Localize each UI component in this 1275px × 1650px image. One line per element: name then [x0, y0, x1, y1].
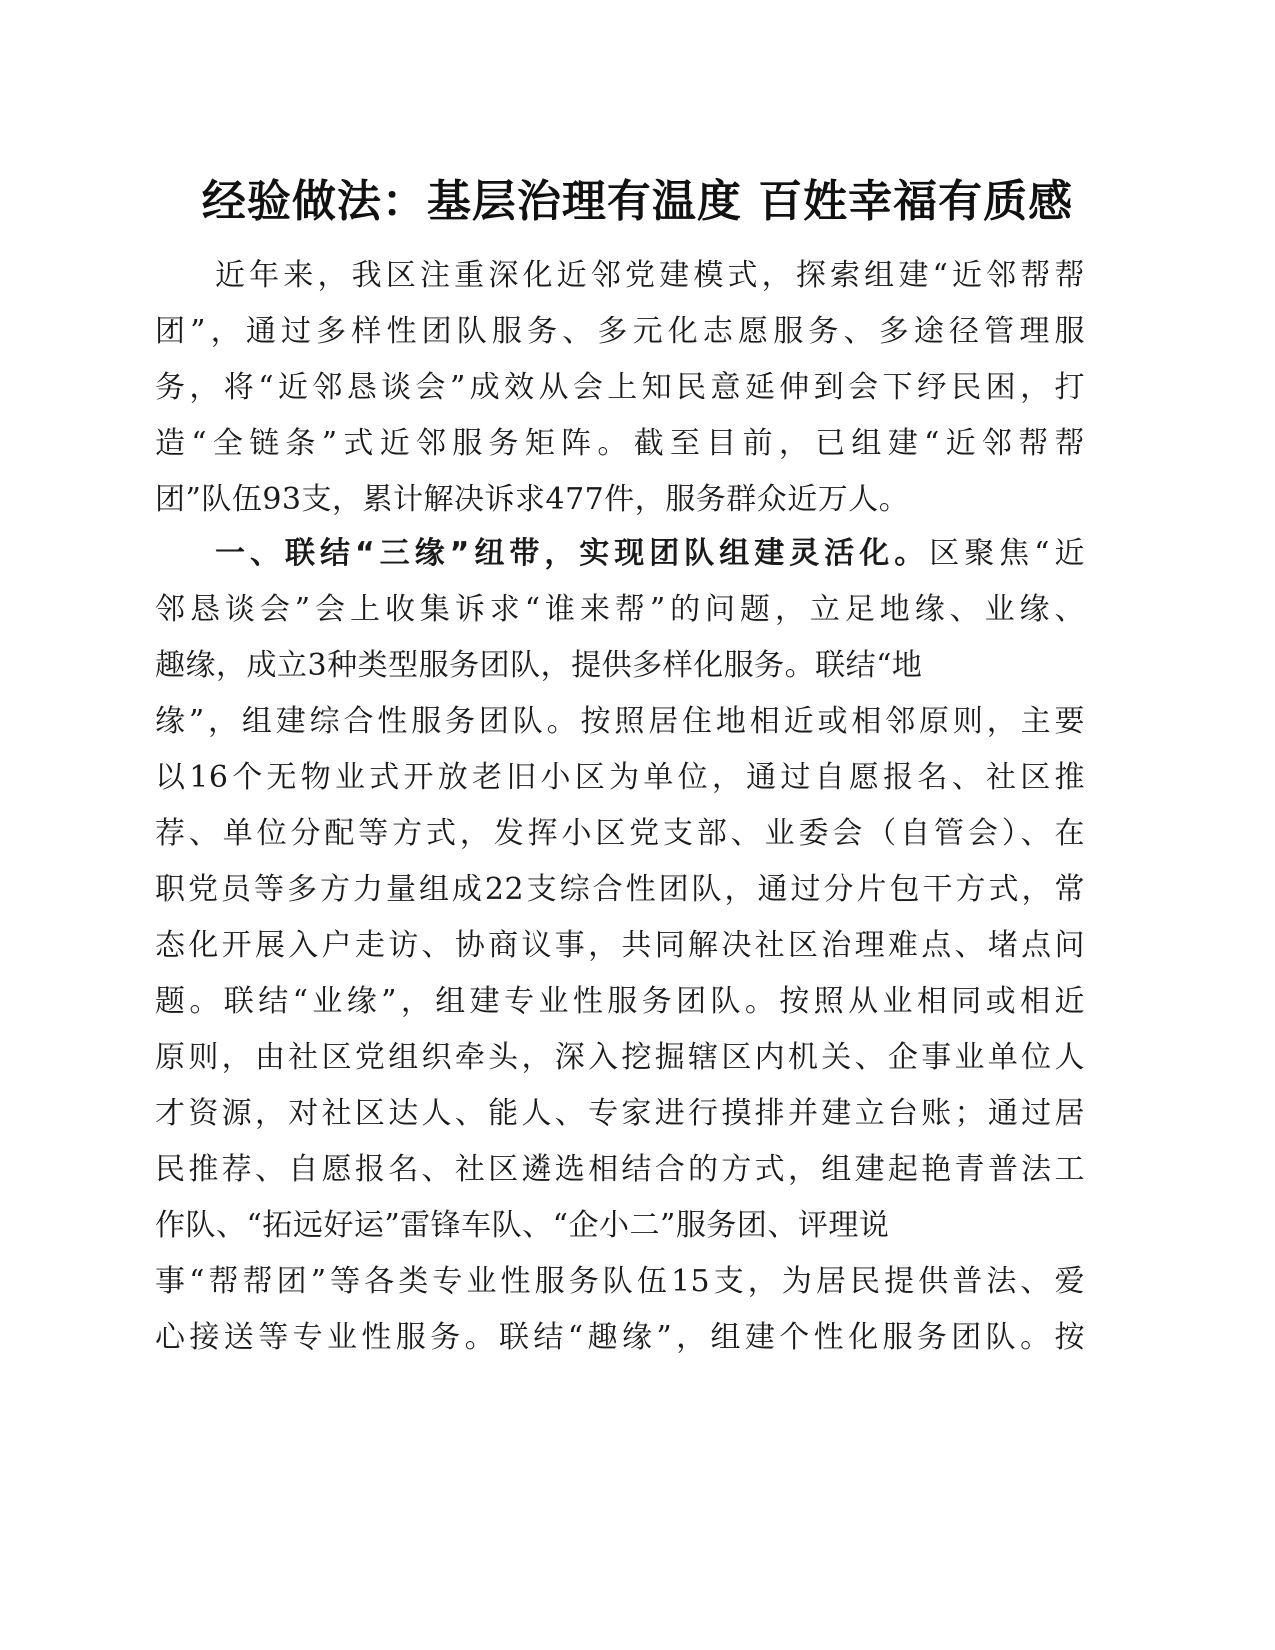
document-title: 经验做法：基层治理有温度 百姓幸福有质感	[201, 176, 1074, 227]
section-heading: 一、联结“三缘”纽带，实现团队组建灵活化。	[215, 536, 930, 571]
text-line: 团”，通过多样性团队服务、多元化志愿服务、多途径管理服	[155, 314, 1085, 349]
text-line: 态化开展入户走访、协商议事，共同解决社区治理难点、堵点问	[155, 928, 1085, 963]
text-line: 作队、“拓远好运”雷锋车队、“企小二”服务团、评理说	[155, 1208, 890, 1243]
text-line: 团”队伍93支，累计解决诉求477件，服务群众近万人。	[155, 482, 910, 517]
text-line: 造“全链条”式近邻服务矩阵。截至目前，已组建“近邻帮帮	[155, 426, 1085, 461]
text-line-with-heading	[155, 526, 1085, 582]
text-fragment: 区聚焦“近	[929, 536, 1085, 571]
text-line: 原则，由社区党组织牵头，深入挖掘辖区内机关、企事业单位人	[155, 1040, 1085, 1075]
text-line: 务，将“近邻恳谈会”成效从会上知民意延伸到会下纾民困，打	[155, 370, 1085, 405]
text-line: 邻恳谈会”会上收集诉求“谁来帮”的问题，立足地缘、业缘、	[155, 592, 1085, 627]
text-line: 缘”，组建综合性服务团队。按照居住地相近或相邻原则，主要	[155, 704, 1085, 739]
text-line: 才资源，对社区达人、能人、专家进行摸排并建立台账；通过居	[155, 1096, 1085, 1131]
text-line: 心接送等专业性服务。联结“趣缘”，组建个性化服务团队。按	[155, 1320, 1085, 1355]
text-line: 趣缘，成立3种类型服务团队，提供多样化服务。联结“地	[155, 648, 923, 683]
text-line: 荐、单位分配等方式，发挥小区党支部、业委会（自管会）、在	[155, 816, 1085, 851]
text-line: 近年来，我区注重深化近邻党建模式，探索组建“近邻帮帮	[215, 258, 1085, 293]
text-line: 职党员等多方力量组成22支综合性团队，通过分片包干方式，常	[155, 872, 1085, 907]
text-line: 民推荐、自愿报名、社区遴选相结合的方式，组建起艳青普法工	[155, 1152, 1085, 1187]
text-line: 以16个无物业式开放老旧小区为单位，通过自愿报名、社区推	[155, 760, 1085, 795]
text-line: 事“帮帮团”等各类专业性服务队伍15支，为居民提供普法、爱	[155, 1264, 1085, 1299]
text-line: 题。联结“业缘”，组建专业性服务团队。按照从业相同或相近	[155, 984, 1085, 1019]
